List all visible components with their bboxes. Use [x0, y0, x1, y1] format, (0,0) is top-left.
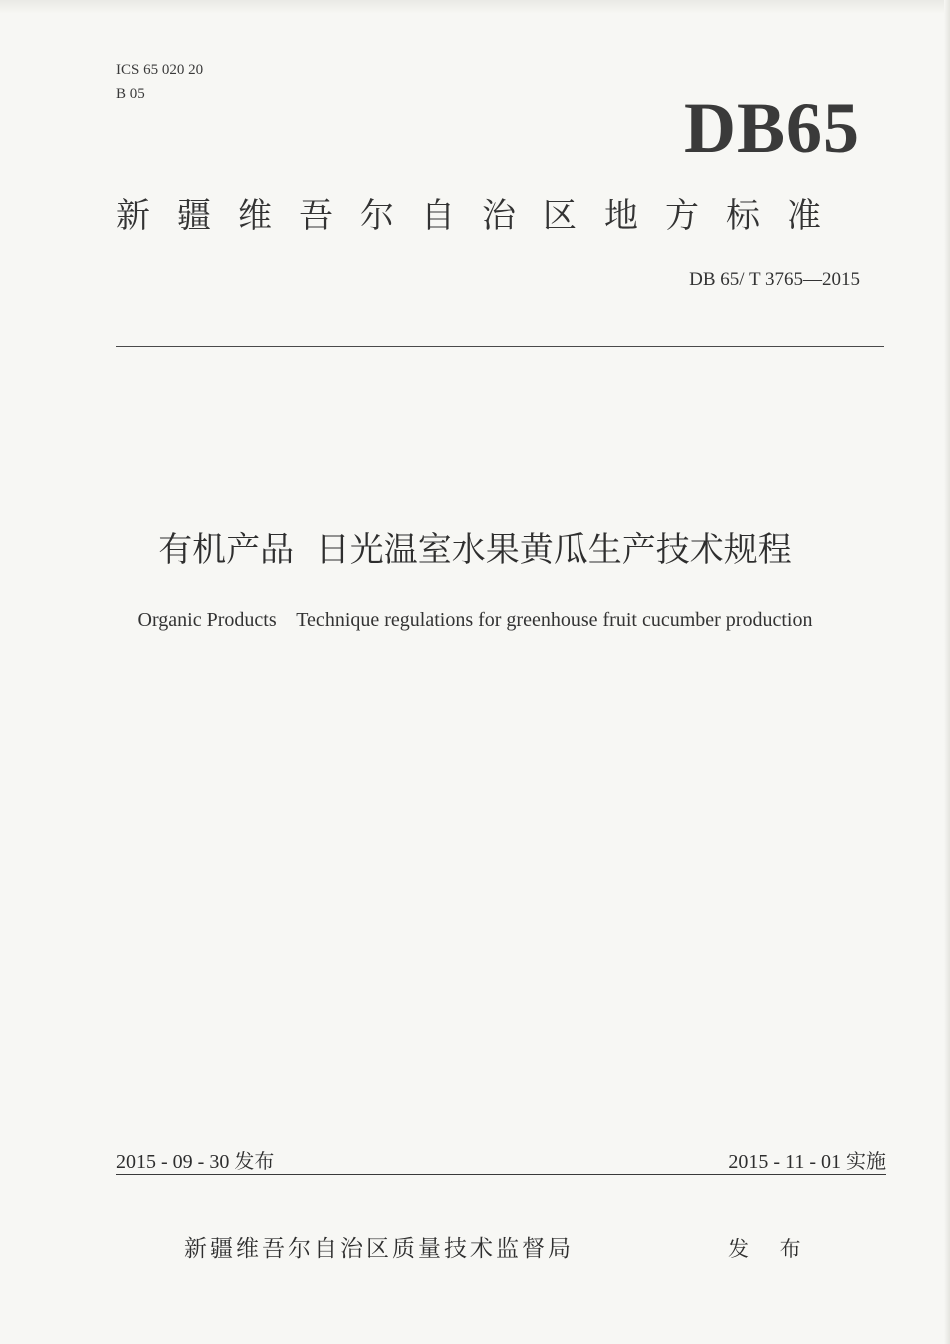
ccs-code: B 05	[116, 86, 145, 102]
footer-divider	[116, 1174, 886, 1175]
standard-type-heading: 新疆维吾尔自治区地方标准	[116, 196, 848, 236]
publisher-name: 新疆维吾尔自治区质量技术监督局	[184, 1236, 574, 1262]
classification-codes	[116, 58, 203, 106]
title-english: Organic Products Technique regulations for greenhouse fruit cucumber production	[137, 609, 813, 631]
db65-logo: DB65	[683, 88, 860, 168]
standard-number: DB 65/ T 3765—2015	[689, 269, 860, 290]
scan-top-edge	[0, 0, 950, 14]
publish-label: 发 布	[728, 1237, 813, 1261]
implementation-date: 2015 - 11 - 01 实施	[728, 1151, 886, 1173]
header-divider	[116, 346, 884, 347]
scan-right-edge	[944, 0, 950, 1344]
issue-date: 2015 - 09 - 30 发布	[116, 1151, 275, 1173]
ics-code: ICS 65 020 20	[116, 62, 204, 78]
title-chinese: 有机产品 日光温室水果黄瓜生产技术规程	[158, 530, 792, 570]
